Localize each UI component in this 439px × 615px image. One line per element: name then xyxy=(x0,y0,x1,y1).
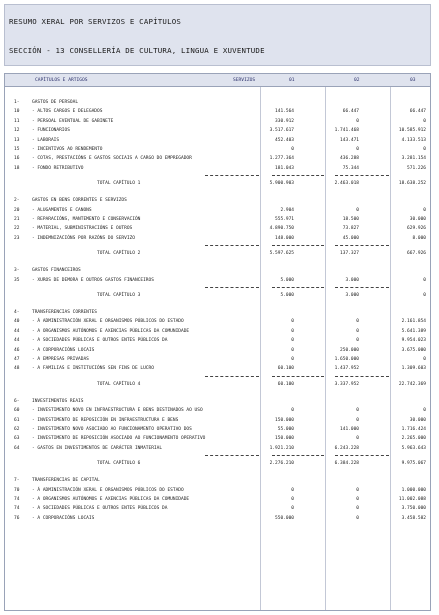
chapter-row xyxy=(5,476,430,485)
value-02: 3.000 xyxy=(345,277,359,283)
value-01: 452.403 xyxy=(275,137,294,143)
row-description: - Á ADMINISTRACIÓN XERAL E ORGANISMOS PÚBLICOS DO ESTADO xyxy=(32,487,184,493)
table-row xyxy=(5,234,430,243)
row-description: - PERSOAL EVENTUAL DE GABINETE xyxy=(32,118,114,124)
row-code: 4- xyxy=(14,310,20,315)
report-title: RESUMO XERAL POR SERVIZOS E CAPÍTULOS xyxy=(9,17,182,26)
value-01: 0 xyxy=(291,487,294,493)
row-code: 74 xyxy=(14,506,20,512)
table-row xyxy=(5,136,430,145)
value-03: 3.750.000 xyxy=(401,506,426,512)
row-description: - FUNCIONARIOS xyxy=(32,128,70,134)
value-03: 2.265.000 xyxy=(401,436,426,442)
total-rule xyxy=(335,376,389,377)
total-rule xyxy=(335,455,389,456)
total-rule xyxy=(272,455,324,456)
row-code: 22 xyxy=(14,226,20,232)
total-row xyxy=(5,380,430,389)
total-rule xyxy=(205,455,259,456)
value-03: 9.954.023 xyxy=(401,338,426,344)
total-rule xyxy=(205,376,259,377)
row-description: - A SOCIEDADES PÚBLICAS E OUTROS ENTES PÚBLICOS DA xyxy=(32,506,168,512)
table-row xyxy=(5,107,430,116)
row-code: 2- xyxy=(14,198,20,204)
total-rule xyxy=(272,175,324,176)
row-code: 1- xyxy=(14,100,20,105)
row-description: - ALTOS CARGOS E DELEGADOS xyxy=(32,109,103,115)
chapter-row xyxy=(5,266,430,275)
value-03: 3.458.582 xyxy=(401,515,426,521)
row-code: 46 xyxy=(14,347,20,353)
row-description: - INVESTIMENTO NOVO ASOCIADO AO FUNCIONAMENTO OPERATIVO DOS xyxy=(32,427,192,432)
row-code: 23 xyxy=(14,235,20,241)
row-code: 60 xyxy=(14,408,20,414)
row-description: TOTAL CAPÍTULO 1 xyxy=(97,181,141,187)
row-description: - A CORPORACIÓNS LOCAIS xyxy=(32,347,95,353)
value-03: 9.975.067 xyxy=(401,461,426,467)
total-rule xyxy=(272,245,324,246)
value-01: 0 xyxy=(291,408,294,414)
value-02: 2.463.018 xyxy=(334,181,359,187)
value-03: 30.000 xyxy=(409,417,426,423)
row-description: - A ORGANISMOS AUTÓNOMOS E AXENCIAS PÚBLICAS DA COMUNIDADE xyxy=(32,497,190,502)
total-rule xyxy=(205,287,259,288)
table-row xyxy=(5,206,430,215)
column-header-02: 02 xyxy=(354,77,360,83)
value-02: 3.337.952 xyxy=(334,381,359,387)
row-code: 35 xyxy=(14,277,20,283)
row-code: 21 xyxy=(14,217,20,222)
column-header-03: 03 xyxy=(410,77,416,83)
column-header-chapters: CAPÍTULOS E ARTIGOS xyxy=(35,77,88,83)
row-code: 70 xyxy=(14,487,20,493)
value-01: 150.000 xyxy=(275,417,294,423)
row-description: TOTAL CAPÍTULO 3 xyxy=(97,293,141,298)
chapter-row xyxy=(5,308,430,317)
value-03: 0 xyxy=(423,293,426,298)
row-code: 16 xyxy=(14,156,20,162)
value-01: 0 xyxy=(291,319,294,325)
row-code: 11 xyxy=(14,118,20,124)
row-description: - A CORPORACIÓNS LOCAIS xyxy=(32,515,95,521)
value-01: 4.890.750 xyxy=(269,226,294,232)
row-description: - GASTOS EN INVESTIMENTOS DE CARÁCTER INMATERIAL xyxy=(32,445,163,451)
value-01: 0 xyxy=(291,147,294,152)
value-01: 2.276.210 xyxy=(269,461,294,467)
table-row xyxy=(5,224,430,233)
total-rule xyxy=(335,287,389,288)
row-code: 63 xyxy=(14,436,20,442)
row-code: 61 xyxy=(14,417,20,423)
value-02: 0 xyxy=(356,487,359,493)
total-row xyxy=(5,459,430,468)
value-01: 550.000 xyxy=(275,515,294,521)
value-01: 1.277.364 xyxy=(269,156,294,162)
row-code: 7- xyxy=(14,478,20,484)
table-row xyxy=(5,364,430,373)
row-code: 20 xyxy=(14,207,20,213)
value-03: 1.000.000 xyxy=(401,487,426,493)
row-description: - INVESTIMENTO NOVO EN INFRAESTRUCTURA E BENS DESTINADOS AO USO xyxy=(32,408,203,414)
value-03: 1.309.603 xyxy=(401,366,426,372)
table-row xyxy=(5,327,430,336)
value-02: 0 xyxy=(356,147,359,152)
total-rule xyxy=(272,376,324,377)
row-description: - ALUGAMENTOS E CANONS xyxy=(32,207,92,213)
total-row xyxy=(5,249,430,258)
row-code: 18 xyxy=(14,165,20,171)
table-row xyxy=(5,434,430,443)
column-header-services: SERVIZOS xyxy=(233,77,256,83)
value-03: 667.926 xyxy=(407,251,426,257)
row-description: - INVESTIMENTO DE REPOSICIÓN EN INFRAESTRUCTURA E BENS xyxy=(32,417,179,423)
value-01: 0 xyxy=(291,338,294,344)
value-03: 0 xyxy=(423,357,426,362)
row-description: - COTAS, PRESTACIÓNS E GASTOS SOCIAIS A CARGO DO EMPREGADOR xyxy=(32,156,192,162)
value-03: 1.716.424 xyxy=(401,427,426,432)
value-02: 141.000 xyxy=(340,427,359,432)
summary-table xyxy=(4,73,431,611)
value-03: 66.447 xyxy=(409,109,426,115)
table-row xyxy=(5,145,430,154)
value-01: 0 xyxy=(291,357,294,362)
row-code: 74 xyxy=(14,497,20,502)
value-01: 141.564 xyxy=(275,109,294,115)
value-02: 73.827 xyxy=(342,226,359,232)
value-02: 1.741.468 xyxy=(334,128,359,134)
table-row xyxy=(5,126,430,135)
value-01: 150.000 xyxy=(275,436,294,442)
table-row xyxy=(5,444,430,453)
total-rule xyxy=(205,175,259,176)
value-01: 1.921.210 xyxy=(269,445,294,451)
row-description: TOTAL CAPÍTULO 4 xyxy=(97,381,141,387)
total-rule xyxy=(335,245,389,246)
table-row xyxy=(5,425,430,434)
row-description: TOTAL CAPÍTULO 6 xyxy=(97,461,141,467)
row-description: - FONDO RETRIBUTIVO xyxy=(32,165,84,171)
table-row xyxy=(5,355,430,364)
value-01: 0 xyxy=(291,328,294,334)
row-code: 15 xyxy=(14,147,20,152)
table-row xyxy=(5,336,430,345)
value-02: 0 xyxy=(356,338,359,344)
row-description: GASTOS FINANCEIROS xyxy=(32,268,81,274)
total-rule xyxy=(272,287,324,288)
table-row xyxy=(5,117,430,126)
value-02: 0 xyxy=(356,328,359,334)
row-code: 6- xyxy=(14,398,20,404)
row-code: 44 xyxy=(14,328,20,334)
table-row xyxy=(5,164,430,173)
value-02: 250.000 xyxy=(340,347,359,353)
row-description: - INDEMNIZACIÓNS POR RAZÓNS DO SERVIZO xyxy=(32,235,135,241)
value-02: 0 xyxy=(356,417,359,423)
value-01: 5.000 xyxy=(280,293,294,298)
value-03: 8.000 xyxy=(412,235,426,241)
value-03: 4.133.513 xyxy=(401,137,426,143)
value-02: 1.437.952 xyxy=(334,366,359,372)
row-description: TRANSFERENCIAS CORRENTES xyxy=(32,310,98,315)
value-01: 5.597.625 xyxy=(269,251,294,257)
value-01: 0 xyxy=(291,347,294,353)
row-code: 13 xyxy=(14,137,20,143)
value-02: 143.471 xyxy=(340,137,359,143)
row-code: 10 xyxy=(14,109,20,115)
row-description: - MATERIAL, SUBMINISTRACIÓNS E OUTROS xyxy=(32,226,133,232)
value-02: 436.288 xyxy=(340,156,359,162)
value-02: 75.344 xyxy=(342,165,359,171)
table-row xyxy=(5,276,430,285)
row-description: - Á ADMINISTRACIÓN XERAL E ORGANISMOS PÚBLICOS DO ESTADO xyxy=(32,319,184,325)
value-03: 5.641.389 xyxy=(401,328,426,334)
table-row xyxy=(5,154,430,163)
value-02: 18.500 xyxy=(342,217,359,222)
row-code: 12 xyxy=(14,128,20,134)
chapter-row xyxy=(5,98,430,107)
table-row xyxy=(5,514,430,523)
row-description: - XUROS DE DEMORA E OUTROS GASTOS FINANCEIROS xyxy=(32,277,154,283)
value-02: 0 xyxy=(356,319,359,325)
table-row xyxy=(5,346,430,355)
row-code: 47 xyxy=(14,357,20,362)
row-description: GASTOS EN BENS CORRENTES E SERVIZOS xyxy=(32,198,127,204)
value-03: 2.161.854 xyxy=(401,319,426,325)
value-03: 22.742.369 xyxy=(398,381,426,387)
value-01: 181.043 xyxy=(275,165,294,171)
row-code: 3- xyxy=(14,268,20,274)
row-code: 76 xyxy=(14,515,20,521)
column-header-01: 01 xyxy=(289,77,295,83)
value-03: 0 xyxy=(423,147,426,152)
value-03: 0 xyxy=(423,277,426,283)
value-03: 18.638.252 xyxy=(398,181,426,187)
value-03: 0 xyxy=(423,118,426,124)
chapter-row xyxy=(5,196,430,205)
row-description: INVESTIMENTOS REAIS xyxy=(32,398,84,404)
value-02: 1.650.000 xyxy=(334,357,359,362)
value-03: 5.963.643 xyxy=(401,445,426,451)
row-description: - REPARACIÓNS, MANTEMENTO E CONSERVACIÓN xyxy=(32,217,141,222)
value-02: 0 xyxy=(356,408,359,414)
value-03: 11.002.088 xyxy=(398,497,426,502)
table-row xyxy=(5,317,430,326)
report-header xyxy=(4,4,431,66)
value-02: 0 xyxy=(356,207,359,213)
value-02: 66.447 xyxy=(342,109,359,115)
row-description: TRANSFERENCIAS DE CAPITAL xyxy=(32,478,100,484)
table-row xyxy=(5,486,430,495)
value-03: 3.281.154 xyxy=(401,156,426,162)
row-description: GASTOS DE PERSOAL xyxy=(32,100,79,105)
table-row xyxy=(5,416,430,425)
value-03: 629.926 xyxy=(407,226,426,232)
row-code: 40 xyxy=(14,319,20,325)
row-description: - INCENTIVOS AO RENDEMENTO xyxy=(32,147,103,152)
table-row xyxy=(5,406,430,415)
section-title: SECCIÓN - 13 CONSELLERÍA DE CULTURA, LINGUA E XUVENTUDE xyxy=(9,46,265,55)
value-01: 2.904 xyxy=(280,207,294,213)
row-code: 64 xyxy=(14,445,20,451)
row-code: 62 xyxy=(14,427,20,432)
value-02: 0 xyxy=(356,515,359,521)
value-01: 60.100 xyxy=(277,381,294,387)
row-description: - A EMPRESAS PRIVADAS xyxy=(32,357,89,362)
total-rule xyxy=(335,175,389,176)
row-code: 44 xyxy=(14,338,20,344)
value-01: 0 xyxy=(291,506,294,512)
value-02: 137.327 xyxy=(340,251,359,257)
row-description: - A ORGANISMOS AUTÓNOMOS E AXENCIAS PÚBLICAS DA COMUNIDADE xyxy=(32,328,190,334)
table-row xyxy=(5,215,430,224)
value-01: 330.912 xyxy=(275,118,294,124)
value-02: 3.000 xyxy=(345,293,359,298)
value-03: 571.226 xyxy=(407,165,426,171)
table-row xyxy=(5,495,430,504)
value-02: 0 xyxy=(356,436,359,442)
chapter-row xyxy=(5,397,430,406)
value-01: 555.971 xyxy=(275,217,294,222)
row-description: TOTAL CAPÍTULO 2 xyxy=(97,251,141,257)
value-03: 0 xyxy=(423,207,426,213)
table-row xyxy=(5,504,430,513)
value-03: 0 xyxy=(423,408,426,414)
value-03: 3.675.000 xyxy=(401,347,426,353)
value-01: 0 xyxy=(291,497,294,502)
total-rule xyxy=(205,245,259,246)
value-01: 55.000 xyxy=(277,427,294,432)
value-01: 60.100 xyxy=(277,366,294,372)
value-03: 10.585.912 xyxy=(398,128,426,134)
value-02: 6.384.228 xyxy=(334,461,359,467)
row-description: - A SOCIEDADES PÚBLICAS E OUTROS ENTES PÚBLICOS DA xyxy=(32,338,168,344)
value-01: 5.000 xyxy=(280,277,294,283)
total-row xyxy=(5,179,430,188)
value-03: 30.000 xyxy=(409,217,426,222)
column-header-row xyxy=(5,74,430,87)
value-01: 5.900.903 xyxy=(269,181,294,187)
row-description: - INVESTIMENTO DE REPOSICIÓN ASOCIADO AO FUNCIONAMENTO OPERATIVO xyxy=(32,436,206,442)
value-02: 45.000 xyxy=(342,235,359,241)
value-02: 0 xyxy=(356,118,359,124)
total-row xyxy=(5,291,430,300)
row-code: 48 xyxy=(14,366,20,372)
value-02: 0 xyxy=(356,506,359,512)
row-description: - A FAMILIAS E INSTITUCIÓNS SEN FINS DE LUCRO xyxy=(32,366,154,372)
row-description: - LABORAIS xyxy=(32,137,60,143)
value-01: 3.517.617 xyxy=(269,128,294,134)
value-02: 0 xyxy=(356,497,359,502)
value-02: 6.243.228 xyxy=(334,445,359,451)
value-01: 148.000 xyxy=(275,235,294,241)
